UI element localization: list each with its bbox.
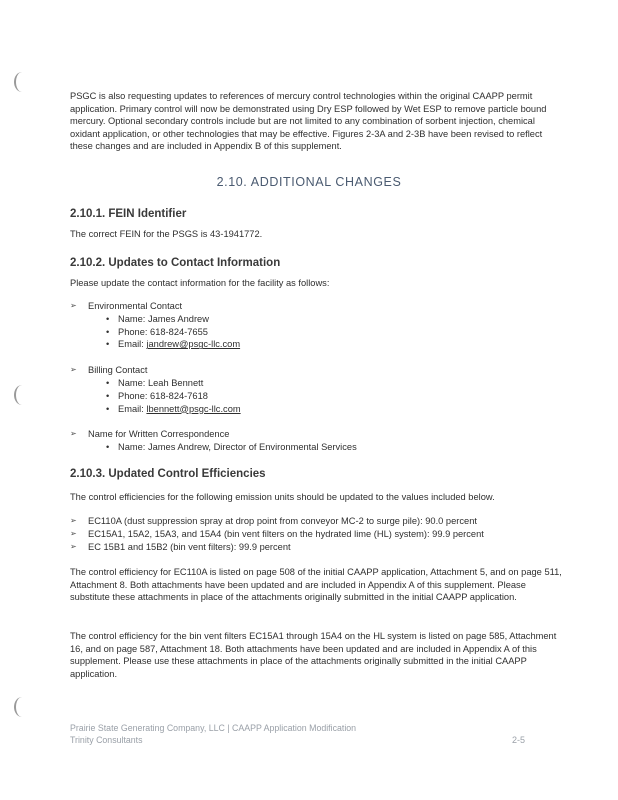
binder-hole-mark xyxy=(14,385,30,405)
contact-heading: 2.10.2. Updates to Contact Information xyxy=(70,257,281,269)
contact-group-title: Name for Written Correspondence xyxy=(88,429,230,440)
contact-item: • Phone: 618-824-7655 xyxy=(88,326,562,339)
efficiency-paragraph-2: The control efficiency for the bin vent filters EC15A1 through 15A4 on the HL system is listed on page 585, Attachment 16, and on page 587, Attachment 18. Both attachments have been updated and are included in Appendix A of this supplement. Please use these attachments in place of the attachments originally submitted in the initial CAAPP application. xyxy=(70,631,557,679)
efficiency-item: ➢ EC15A1, 15A2, 15A3, and 15A4 (bin vent filters on the hydrated lime (HL) system): 99.9 percent xyxy=(70,528,562,541)
contact-item: • Email: jandrew@psgc-llc.com xyxy=(88,338,562,351)
page-number: 2-5 xyxy=(512,735,526,745)
contact-item: • Name: Leah Bennett xyxy=(88,377,562,390)
fein-heading: 2.10.1. FEIN Identifier xyxy=(70,208,187,220)
binder-hole-mark xyxy=(14,72,30,92)
efficiency-intro: The control efficiencies for the following emission units should be updated to the values included below. xyxy=(70,492,495,502)
efficiency-list xyxy=(70,515,562,553)
footer-consultant: Trinity Consultants xyxy=(70,735,143,745)
binder-hole-mark xyxy=(14,697,30,717)
footer-company: Prairie State Generating Company, LLC | CAAPP Application Modification xyxy=(70,723,357,733)
email-link[interactable]: lbennett@psgc-llc.com xyxy=(146,403,241,414)
contact-group-title: Environmental Contact xyxy=(88,301,183,311)
contact-item: • Phone: 618-824-7618 xyxy=(88,390,562,403)
section-title: 2.10. ADDITIONAL CHANGES xyxy=(216,175,402,189)
efficiency-heading: 2.10.3. Updated Control Efficiencies xyxy=(70,468,266,480)
contact-group-title: Billing Contact xyxy=(88,365,148,376)
efficiency-item: ➢ EC110A (dust suppression spray at drop point from conveyor MC-2 to surge pile): 90.0 percent xyxy=(70,515,562,528)
fein-text: The correct FEIN for the PSGS is 43-1941772. xyxy=(70,229,263,239)
contact-group-environmental xyxy=(70,300,562,351)
contact-item: • Name: James Andrew xyxy=(88,313,562,326)
email-link[interactable]: jandrew@psgc-llc.com xyxy=(146,339,241,350)
efficiency-paragraph-1: The control efficiency for EC110A is listed on page 508 of the initial CAAPP application, Attachment 5, and on page 511, Attachment 8. Both attachments have been updated and are included in Appendix A of this supplement. Please substitute these attachments in place of the attachments originally submitted in the initial CAAPP application. xyxy=(70,567,562,603)
contact-group-billing xyxy=(70,364,562,415)
page-footer xyxy=(70,722,356,746)
contact-item: • Email: lbennett@psgc-llc.com xyxy=(88,403,562,416)
contact-intro: Please update the contact information for the facility as follows: xyxy=(70,278,330,288)
contact-list xyxy=(70,300,562,454)
efficiency-item: ➢ EC 15B1 and 15B2 (bin vent filters): 99.9 percent xyxy=(70,541,562,554)
contact-group-correspondence xyxy=(70,428,562,454)
contact-item: • Name: James Andrew, Director of Environmental Services xyxy=(88,441,562,454)
intro-paragraph: PSGC is also requesting updates to references of mercury control technologies within the original CAAPP permit application. Primary control will now be demonstrated using Dry ESP followed by Wet ESP to remove particle bound mercury. Optional secondary controls include but are not limited to any combination of sorbent injection, chemical oxidant application, or other technologies that may be effective. Figures 2-3A and 2-3B have been revised to reflect these changes and are included in Appendix B of this supplement. xyxy=(70,91,547,152)
